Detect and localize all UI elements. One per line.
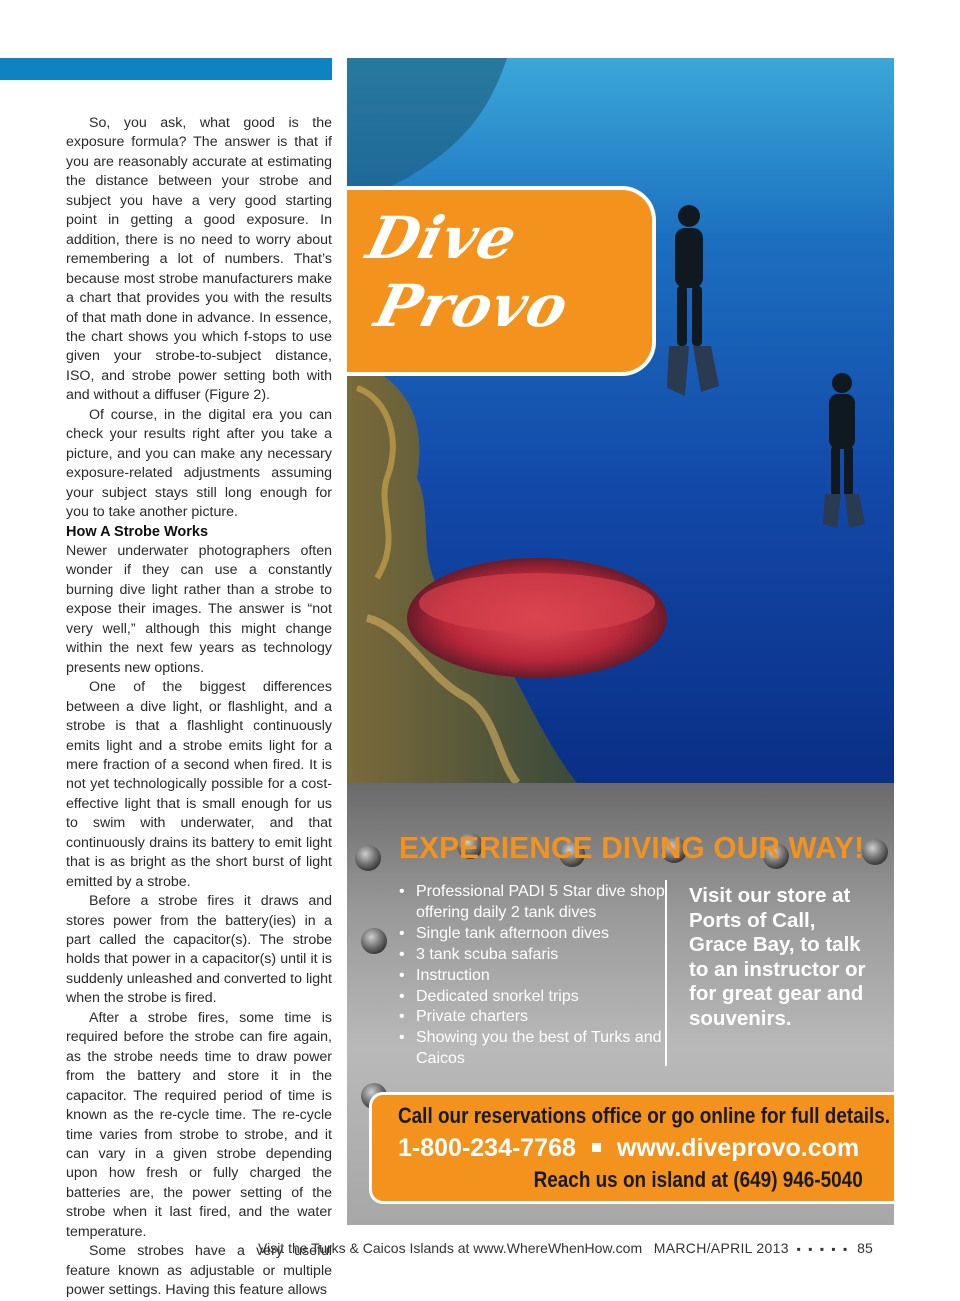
paragraph: Newer underwater photographers often wonder if they can use a constantly burning dive light rather than a strobe to expose their images. The answer is “not very well,” although this might change within the next few years as technology presents new options.	[66, 542, 332, 676]
logo-text: Provo	[368, 272, 576, 340]
logo-text: Dive	[360, 204, 525, 272]
list-item: • Single tank afternoon dives	[399, 924, 610, 942]
store-info: Visit our store at Ports of Call, Grace Bay, to talk to an instructor or for great gear and souvenirs.	[689, 884, 866, 1030]
paragraph: Some strobes have a very useful feature known as adjustable or multiple power settings. Having this feature allows	[66, 1243, 332, 1299]
phone-number[interactable]: 1-800-234-7768	[398, 1134, 576, 1162]
list-item: • Professional PADI 5 Star dive shop offering daily 2 tank dives	[399, 883, 665, 921]
list-item: • Showing you the best of Turks and Caicos	[399, 1029, 662, 1068]
rivet	[361, 928, 387, 954]
list-item: • 3 tank scuba safaris	[399, 945, 559, 963]
dive-provo-advertisement	[347, 58, 894, 1225]
cta-text: Call our reservations office or go online for full details.	[398, 1103, 891, 1128]
vertical-divider	[665, 880, 667, 1066]
contact-line	[398, 1134, 859, 1163]
ad-headline: EXPERIENCE DIVING OUR WAY!	[399, 830, 865, 865]
rivet	[355, 845, 381, 871]
services-list	[399, 882, 669, 1070]
paragraph: So, you ask, what good is the exposure formula? The answer is that if you are reasonably accurate at estimating the distance between your strobe and subject you have a very good starting point in getting a good exposure. In addition, there is no need to worry about remembering a lot of numbers. That’s because most strobe manufacturers make a chart that provides you with the results of that math done in advance. In essence, the chart shows you which f-stops to use given your strobe-to-subject distance, ISO, and strobe power setting both with and without a diffuser (Figure 2).	[66, 115, 332, 404]
list-item: • Instruction	[399, 966, 490, 984]
article-column	[66, 114, 332, 1301]
footer-dots: ▪ ▪ ▪ ▪ ▪	[796, 1242, 850, 1256]
separator-square	[592, 1143, 601, 1152]
paragraph: Before a strobe fires it draws and stores power from the battery(ies) in a part called the capacitor(s). The strobe holds that power in a capacitor(s) until it is suddenly unleashed and converted to light when the strobe is fired.	[66, 893, 332, 1007]
dive-provo-logo	[347, 186, 656, 376]
paragraph: Of course, in the digital era you can check your results right after you take a picture, and you can make any necessary exposure-related adjustments assuming your subject stays still long enough for you to take another picture.	[66, 406, 332, 521]
website-link[interactable]: www.diveprovo.com	[616, 1134, 860, 1162]
section-heading: How A Strobe Works	[66, 523, 209, 540]
paragraph: One of the biggest differences between a dive light, or flashlight, and a strobe is that a flashlight continuously emits light and a strobe emits light for a mere fraction of a second when fired. It is not yet technologically possible for a cost-effective light that is small enough for us to swim with underwater, and that continuously drains its battery to emit light that is as bright as the short burst of light emitted by a strobe.	[66, 679, 332, 890]
list-item: • Dedicated snorkel trips	[399, 987, 579, 1005]
issue-date: MARCH/APRIL 2013	[653, 1240, 789, 1256]
call-to-action-box	[369, 1092, 894, 1204]
page-footer	[258, 1240, 898, 1256]
top-accent-bar	[0, 58, 332, 80]
island-phone: Reach us on island at (649) 946-5040	[533, 1167, 863, 1192]
page-number: 85	[857, 1240, 873, 1256]
list-item: • Private charters	[399, 1008, 529, 1026]
footer-visit-text: Visit the Turks & Caicos Islands at www.WhereWhenHow.com	[258, 1240, 643, 1256]
paragraph: After a strobe fires, some time is required before the strobe can fire again, as the strobe needs time to draw power from the battery and store it in the capacitor. The required period of time is known as the re-cycle time. The re-cycle time varies from strobe to strobe, and it can vary in a given strobe depending upon how fresh or fully charged the batteries are, the power setting of the strobe when it last fired, and the water temperature.	[66, 1009, 332, 1240]
rivet	[862, 839, 888, 865]
underwater-reef-photo	[347, 58, 894, 783]
